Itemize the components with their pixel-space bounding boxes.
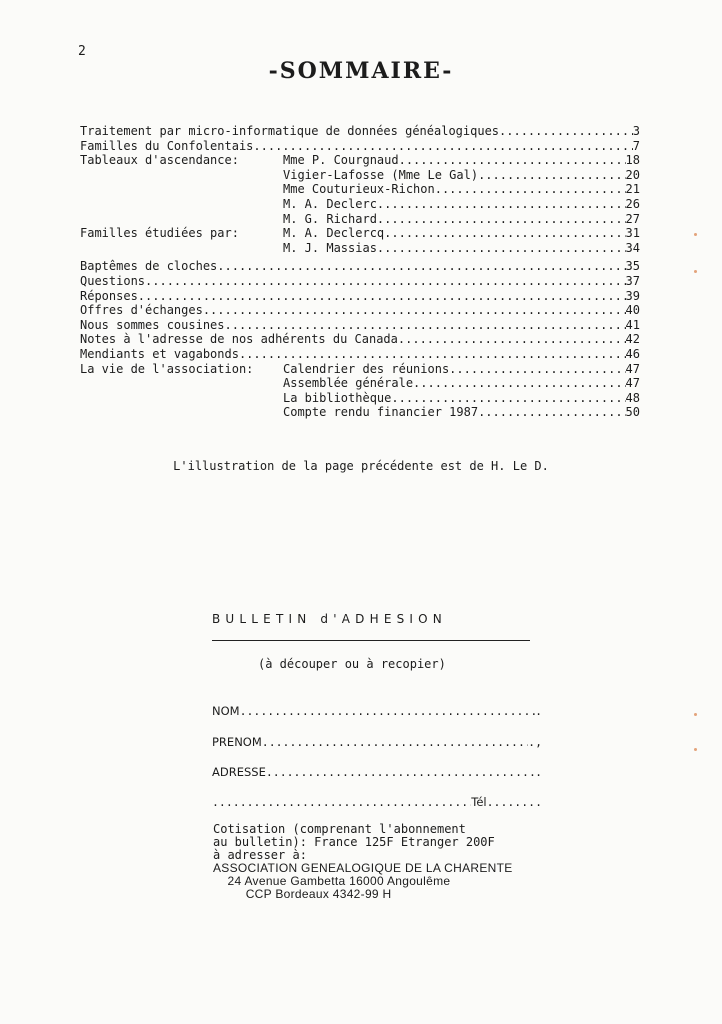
toc-entry	[283, 226, 640, 241]
cotisation-line: Cotisation (comprenant l'abonnement	[213, 822, 466, 836]
toc-page-number: 39	[625, 288, 640, 303]
toc-row	[80, 153, 640, 168]
bulletin-divider	[212, 640, 530, 641]
toc-row	[80, 241, 640, 256]
toc-row	[80, 259, 640, 274]
toc-page-number: 41	[625, 317, 640, 332]
toc-row	[80, 362, 640, 377]
toc-entry-title: Vigier-Lafosse (Mme Le Gal)	[283, 167, 479, 182]
toc-entry	[283, 405, 640, 420]
toc-page-number: 18	[625, 153, 640, 168]
toc-entry-title: Mendiants et vagabonds	[80, 346, 239, 361]
toc-entry	[283, 376, 640, 391]
toc-entry-title: M. J. Massias	[283, 240, 377, 255]
paper-speck	[694, 713, 697, 716]
toc-page-number: 37	[625, 273, 640, 288]
cotisation-text	[213, 823, 495, 861]
field-dots	[266, 765, 535, 779]
toc-entry-title: Mme Couturieux-Richon	[283, 182, 435, 197]
toc-page-number: 47	[625, 376, 640, 391]
toc-page-number: 3	[632, 124, 640, 138]
field-label: PRENOM	[212, 735, 262, 749]
toc-entry-title: La bibliothèque	[283, 390, 392, 405]
toc-leader-dots	[253, 139, 632, 154]
toc-entry-title: Assemblée générale	[283, 376, 414, 391]
paper-speck	[694, 233, 697, 236]
toc-row	[80, 124, 640, 139]
toc-leader-dots	[138, 289, 626, 304]
field-after-label: Tél	[471, 795, 487, 809]
toc-entry-title: M. A. Declerc	[283, 196, 377, 211]
toc-entry	[80, 332, 640, 347]
toc-row	[80, 182, 640, 197]
toc-leader-dots	[399, 153, 626, 168]
toc-page-number: 35	[625, 259, 640, 274]
toc-leader-dots	[449, 362, 625, 377]
bulletin-title: BULLETIN d'ADHESION	[212, 612, 447, 626]
toc-page-number: 34	[625, 240, 640, 255]
toc-entry-title: Calendrier des réunions	[283, 361, 450, 376]
toc-leader-dots	[384, 226, 625, 241]
toc-leader-dots	[377, 241, 626, 256]
field-dots	[212, 795, 471, 809]
toc-row	[80, 347, 640, 362]
toc-page-number: 40	[625, 303, 640, 318]
toc-entry-title: M. A. Declercq	[283, 226, 385, 241]
field-trail: ........	[486, 795, 542, 809]
field-label: NOM	[212, 704, 240, 718]
toc-row	[80, 197, 640, 212]
prenom-field[interactable]	[212, 735, 542, 749]
toc-entry	[283, 241, 640, 256]
toc-page-number: 46	[625, 346, 640, 361]
toc-entry	[283, 362, 640, 377]
page-number: 2	[78, 44, 86, 59]
field-trail: .	[535, 704, 542, 718]
toc-page-number: 7	[632, 138, 640, 153]
toc-entry-title: Traitement par micro-informatique de données généalogiques	[80, 124, 500, 138]
toc-row	[80, 376, 640, 391]
toc-entry-title: M. G. Richard	[283, 211, 377, 226]
toc-entry-title: Questions	[80, 273, 146, 288]
toc-entry-title: Baptêmes de cloches	[80, 259, 218, 274]
toc-entry-title: Notes à l'adresse de nos adhérents du Canada	[80, 332, 398, 347]
toc-row	[80, 226, 640, 241]
toc-leader-dots	[239, 347, 626, 362]
toc-page-number: 21	[625, 182, 640, 197]
cotisation-line: au bulletin): France 125F Etranger 200F	[213, 834, 495, 849]
toc-entry	[80, 347, 640, 362]
toc-entry-title: Offres d'échanges	[80, 303, 203, 318]
toc-leader-dots	[499, 124, 633, 139]
toc-leader-dots	[377, 197, 626, 212]
field-dots	[262, 735, 528, 749]
page-title: -SOMMAIRE-	[268, 58, 454, 84]
toc-section-label: Tableaux d'ascendance:	[80, 153, 239, 168]
toc-row	[80, 391, 640, 406]
toc-entry	[80, 289, 640, 304]
toc-leader-dots	[391, 391, 625, 406]
adresse-field[interactable]	[212, 765, 542, 779]
toc-entry-title: Compte rendu financier 1987	[283, 405, 479, 420]
toc-entry	[283, 391, 640, 406]
toc-leader-dots	[225, 318, 626, 333]
toc-page-number: 20	[625, 167, 640, 182]
toc-entry	[283, 212, 640, 227]
toc-page-number: 48	[625, 390, 640, 405]
toc-row	[80, 405, 640, 420]
toc-entry	[80, 124, 640, 139]
toc-page-number: 31	[625, 226, 640, 241]
field-trail: .,	[528, 735, 542, 749]
toc-entry-title: Nous sommes cousines	[80, 317, 225, 332]
toc-row	[80, 139, 640, 154]
toc-entry	[80, 303, 640, 318]
toc-leader-dots	[377, 212, 626, 227]
toc-entry	[283, 182, 640, 197]
address-line: CCP Bordeaux 4342-99 H	[213, 886, 392, 901]
toc-entry	[283, 197, 640, 212]
toc-row	[80, 274, 640, 289]
toc-leader-dots	[478, 405, 625, 420]
toc-leader-dots	[203, 303, 626, 318]
paper-speck	[694, 270, 697, 273]
toc-entry	[283, 153, 640, 168]
toc-row	[80, 212, 640, 227]
toc-row	[80, 332, 640, 347]
toc-row	[80, 168, 640, 183]
toc-entry-title: Mme P. Courgnaud	[283, 153, 399, 168]
toc-leader-dots	[398, 332, 626, 347]
toc-row	[80, 318, 640, 333]
toc-entry	[80, 318, 640, 333]
toc-section-label: Familles étudiées par:	[80, 226, 239, 241]
toc-page-number: 26	[625, 196, 640, 211]
address-line: 24 Avenue Gambetta 16000 Angoulême	[213, 873, 451, 888]
toc-leader-dots	[413, 376, 626, 391]
field-trail: .	[535, 765, 542, 779]
toc-leader-dots	[145, 274, 626, 289]
toc-entry-title: Réponses	[80, 288, 138, 303]
toc-entry	[80, 259, 640, 274]
toc-leader-dots	[217, 259, 625, 274]
toc-leader-dots	[435, 182, 626, 197]
toc-leader-dots	[478, 168, 625, 183]
toc-entry	[283, 168, 640, 183]
bulletin-subtitle: (à découper ou à recopier)	[258, 657, 446, 671]
telephone-field[interactable]	[212, 795, 542, 809]
paper-speck	[694, 748, 697, 751]
toc-page-number: 27	[625, 211, 640, 226]
table-of-contents	[80, 124, 640, 420]
toc-page-number: 42	[625, 332, 640, 347]
toc-entry-title: Familles du Confolentais	[80, 138, 254, 153]
toc-row	[80, 289, 640, 304]
address-line: ASSOCIATION GENEALOGIQUE DE LA CHARENTE	[213, 861, 513, 875]
nom-field[interactable]	[212, 704, 542, 718]
illustration-note: L'illustration de la page précédente est de H. Le D.	[173, 459, 549, 473]
toc-section-label: La vie de l'association:	[80, 361, 254, 376]
toc-row	[80, 303, 640, 318]
toc-entry	[80, 274, 640, 289]
field-label: ADRESSE	[212, 765, 266, 779]
cotisation-line: à adresser à:	[213, 847, 307, 862]
association-address	[213, 862, 513, 900]
field-dots	[240, 704, 535, 718]
toc-page-number: 50	[625, 405, 640, 420]
toc-page-number: 47	[625, 361, 640, 376]
toc-entry	[80, 139, 640, 154]
